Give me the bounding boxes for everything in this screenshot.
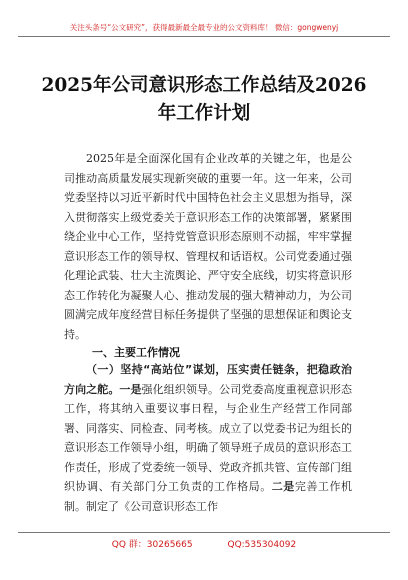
item1-marker: 一是 bbox=[119, 382, 142, 396]
subsection-paragraph bbox=[64, 360, 352, 516]
item2-marker: 二是 bbox=[271, 480, 295, 493]
footer-divider bbox=[18, 532, 390, 533]
subsection-heading: （一）坚持“高站位”谋划，压实责任链条，把稳政治方向之舵。 bbox=[64, 363, 352, 396]
header-banner: 关注头条号“公文研究”，获得最新最全最专业的公文资料库！ 微信：gongwenyj bbox=[69, 23, 339, 32]
item1-text: 强化组织领导。公司党委高度重视意识形态工作，将其纳入重要议事日程，与企业生产经营工作同部署、同落实、同检查、同考核。成立了以党委书记为组长的意识形态工作领导小组，明确了领导班子成员的意识形态工作责任，形成了党委统一领导、党政齐抓共管、宣传部门组织协调、有关部门分工负责的工作格局。 bbox=[64, 382, 353, 493]
qq-group: QQ 群：30265665 bbox=[111, 540, 193, 550]
section-heading: 一、主要工作情况 bbox=[92, 346, 180, 359]
document-title: 2025年公司意识形态工作总结及2026年工作计划 bbox=[41, 75, 367, 124]
intro-paragraph-text: 2025年是全面深化国有企业改革的关键之年，也是公司推动高质量发展实现新突破的重要一年。这一年来，公司党委坚持以习近平新时代中国特色社会主义思想为指导，深入贯彻落实上级党委关于意识形态工作的决策部署，紧紧围绕企业中心工作，坚持党管意识形态原则不动摇，牢牢掌握意识形态工作的领导权、管理权和话语权。公司党委通过强化理论武装、壮大主流舆论、严守安全底线，切实将意识形态工作转化为凝聚人心、推动发展的强大精神动力，为公司圆满完成年度经营目标任务提供了坚强的思想保证和舆论支持。 bbox=[64, 152, 352, 341]
header-divider bbox=[18, 36, 390, 37]
footer-contacts bbox=[0, 537, 408, 550]
item2-text: 完善工作机制。制定了《公司意识形态工作 bbox=[64, 480, 353, 513]
qq-contact: QQ:535304092 bbox=[227, 540, 297, 550]
intro-paragraph bbox=[64, 149, 352, 344]
